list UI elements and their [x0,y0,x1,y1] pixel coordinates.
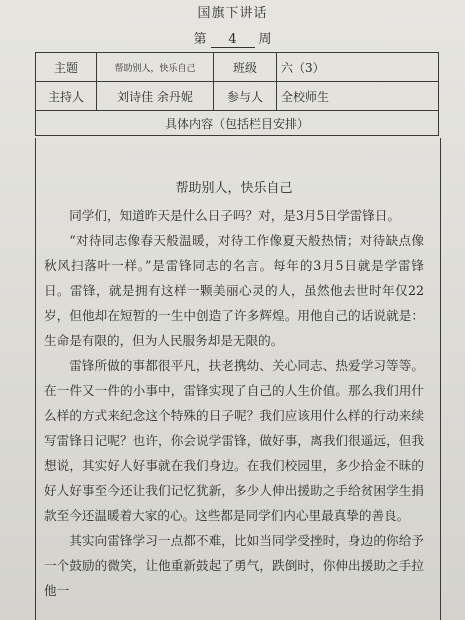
table-row [36,111,439,136]
topic-value: 帮助别人，快乐自己 [97,53,214,82]
info-table [35,52,439,136]
participants-label: 参与人 [214,82,277,111]
topic-label: 主题 [36,53,97,82]
speech-paragraph: 雷锋所做的事都很平凡，扶老携幼、关心同志、热爱学习等等。在一件又一件的小事中，雷锋实现了自己的人生价值。那么我们用什么样的方式来纪念这个特殊的日子呢？我们应该用什么样的行动来续写雷锋日记呢？也许，你会说学雷锋，做好事，离我们很遥远，但我想说，其实好人好事就在我们身边。在我们校园里，多少拾金不昧的好人好事至今还让我们记忆犹新，多少人伸出援助之手给贫困学生捐款至今还温暖着大家的心。这些都是同学们内心里最真挚的善良。 [44,358,424,523]
speech-paragraph: 同学们，知道昨天是什么日子吗？对，是3月5日学雷锋日。 [69,208,401,223]
week-prefix: 第 [193,32,207,47]
host-label: 主持人 [36,82,97,111]
week-number: 4 [211,32,255,48]
class-label: 班级 [214,53,277,82]
host-value: 刘诗佳 余丹妮 [97,82,214,111]
participants-value: 全校师生 [277,82,439,111]
document-title: 国旗下讲话 [197,6,268,21]
speech-body [44,176,424,603]
speech-heading: 帮助别人，快乐自己 [175,181,293,196]
speech-paragraph: “对待同志像春天般温暖，对待工作像夏天般热情；对待缺点像秋风扫落叶一样。”是雷锋同志的名言。每年的3月5日就是学雷锋日。雷锋，就是拥有这样一颗美丽心灵的人，虽然他去世时年仅22岁，但他却在短暂的一生中创造了许多辉煌。用他自己的话说就是：生命是有限的，但为人民服务却是无限的。 [44,233,424,348]
class-value: 六（3） [277,53,439,82]
week-suffix: 周 [258,32,272,47]
table-row [36,82,439,111]
table-row [36,53,439,82]
content-heading: 具体内容（包括栏目安排） [36,111,439,136]
week-line [0,28,465,48]
speech-paragraph: 其实向雷锋学习一点都不难，比如当同学受挫时，身边的你给予一个鼓励的微笑，让他重新鼓起了勇气，跌倒时，你伸出援助之手拉他一 [44,533,424,598]
